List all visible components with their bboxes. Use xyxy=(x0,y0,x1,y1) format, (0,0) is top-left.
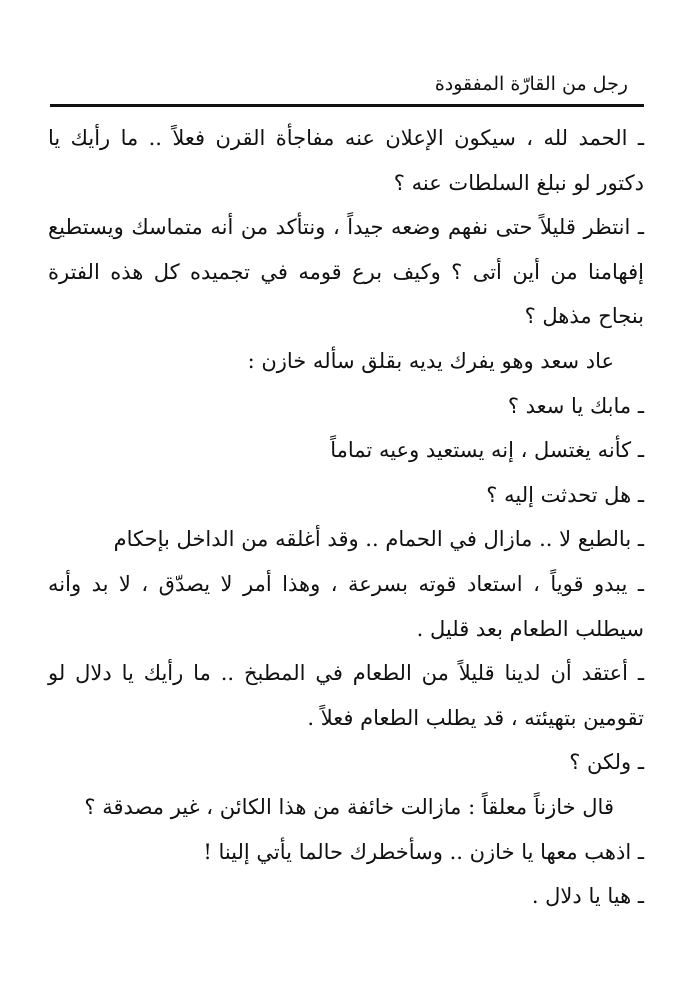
narration-paragraph: قال خازناً معلقاً : مازالت خائفة من هذا الكائن ، غير مصدقة ؟ xyxy=(84,794,614,819)
dialogue-line: ـ هيا يا دلال . xyxy=(531,884,644,909)
running-header: رجل من القارّة المفقودة xyxy=(434,73,628,95)
dialogue-line: ـ اذهب معها يا خازن .. وسأخطرك حالما يأتي إلينا ! xyxy=(203,839,644,864)
dialogue-line: ـ كأنه يغتسل ، إنه يستعيد وعيه تماماً xyxy=(330,438,644,463)
header-rule xyxy=(50,104,644,107)
paragraph: ـ الحمد لله ، سيكون الإعلان عنه مفاجأة القرن فعلاً .. ما رأيك يا دكتور لو نبلغ السلطات عنه ؟ xyxy=(48,126,644,195)
paragraph: ـ انتظر قليلاً حتى نفهم وضعه جيداً ، ونتأكد من أنه متماسك ويستطيع إفهامنا من أين أتى ؟ وكيف برع قومه في تجميده كل هذه الفترة بنجاح مذهل ؟ xyxy=(48,215,644,329)
body-text xyxy=(48,116,644,919)
dialogue-line: ـ أعتقد أن لدينا قليلاً من الطعام في المطبخ .. ما رأيك يا دلال لو تقومين بتهيئته ، قد يطلب الطعام فعلاً . xyxy=(48,661,644,730)
dialogue-line: ـ هل تحدثت إليه ؟ xyxy=(486,482,644,507)
dialogue-line: ـ يبدو قوياً ، استعاد قوته بسرعة ، وهذا أمر لا يصدّق ، لا بد وأنه سيطلب الطعام بعد قليل . xyxy=(48,571,644,641)
dialogue-line: ـ ولكن ؟ xyxy=(569,750,644,775)
dialogue-line: ـ مابك يا سعد ؟ xyxy=(507,393,644,418)
dialogue-line: ـ بالطبع لا .. مازال في الحمام .. وقد أغلقه من الداخل بإحكام xyxy=(113,527,644,552)
narration-paragraph: عاد سعد وهو يفرك يديه بقلق سأله خازن : xyxy=(247,348,614,373)
